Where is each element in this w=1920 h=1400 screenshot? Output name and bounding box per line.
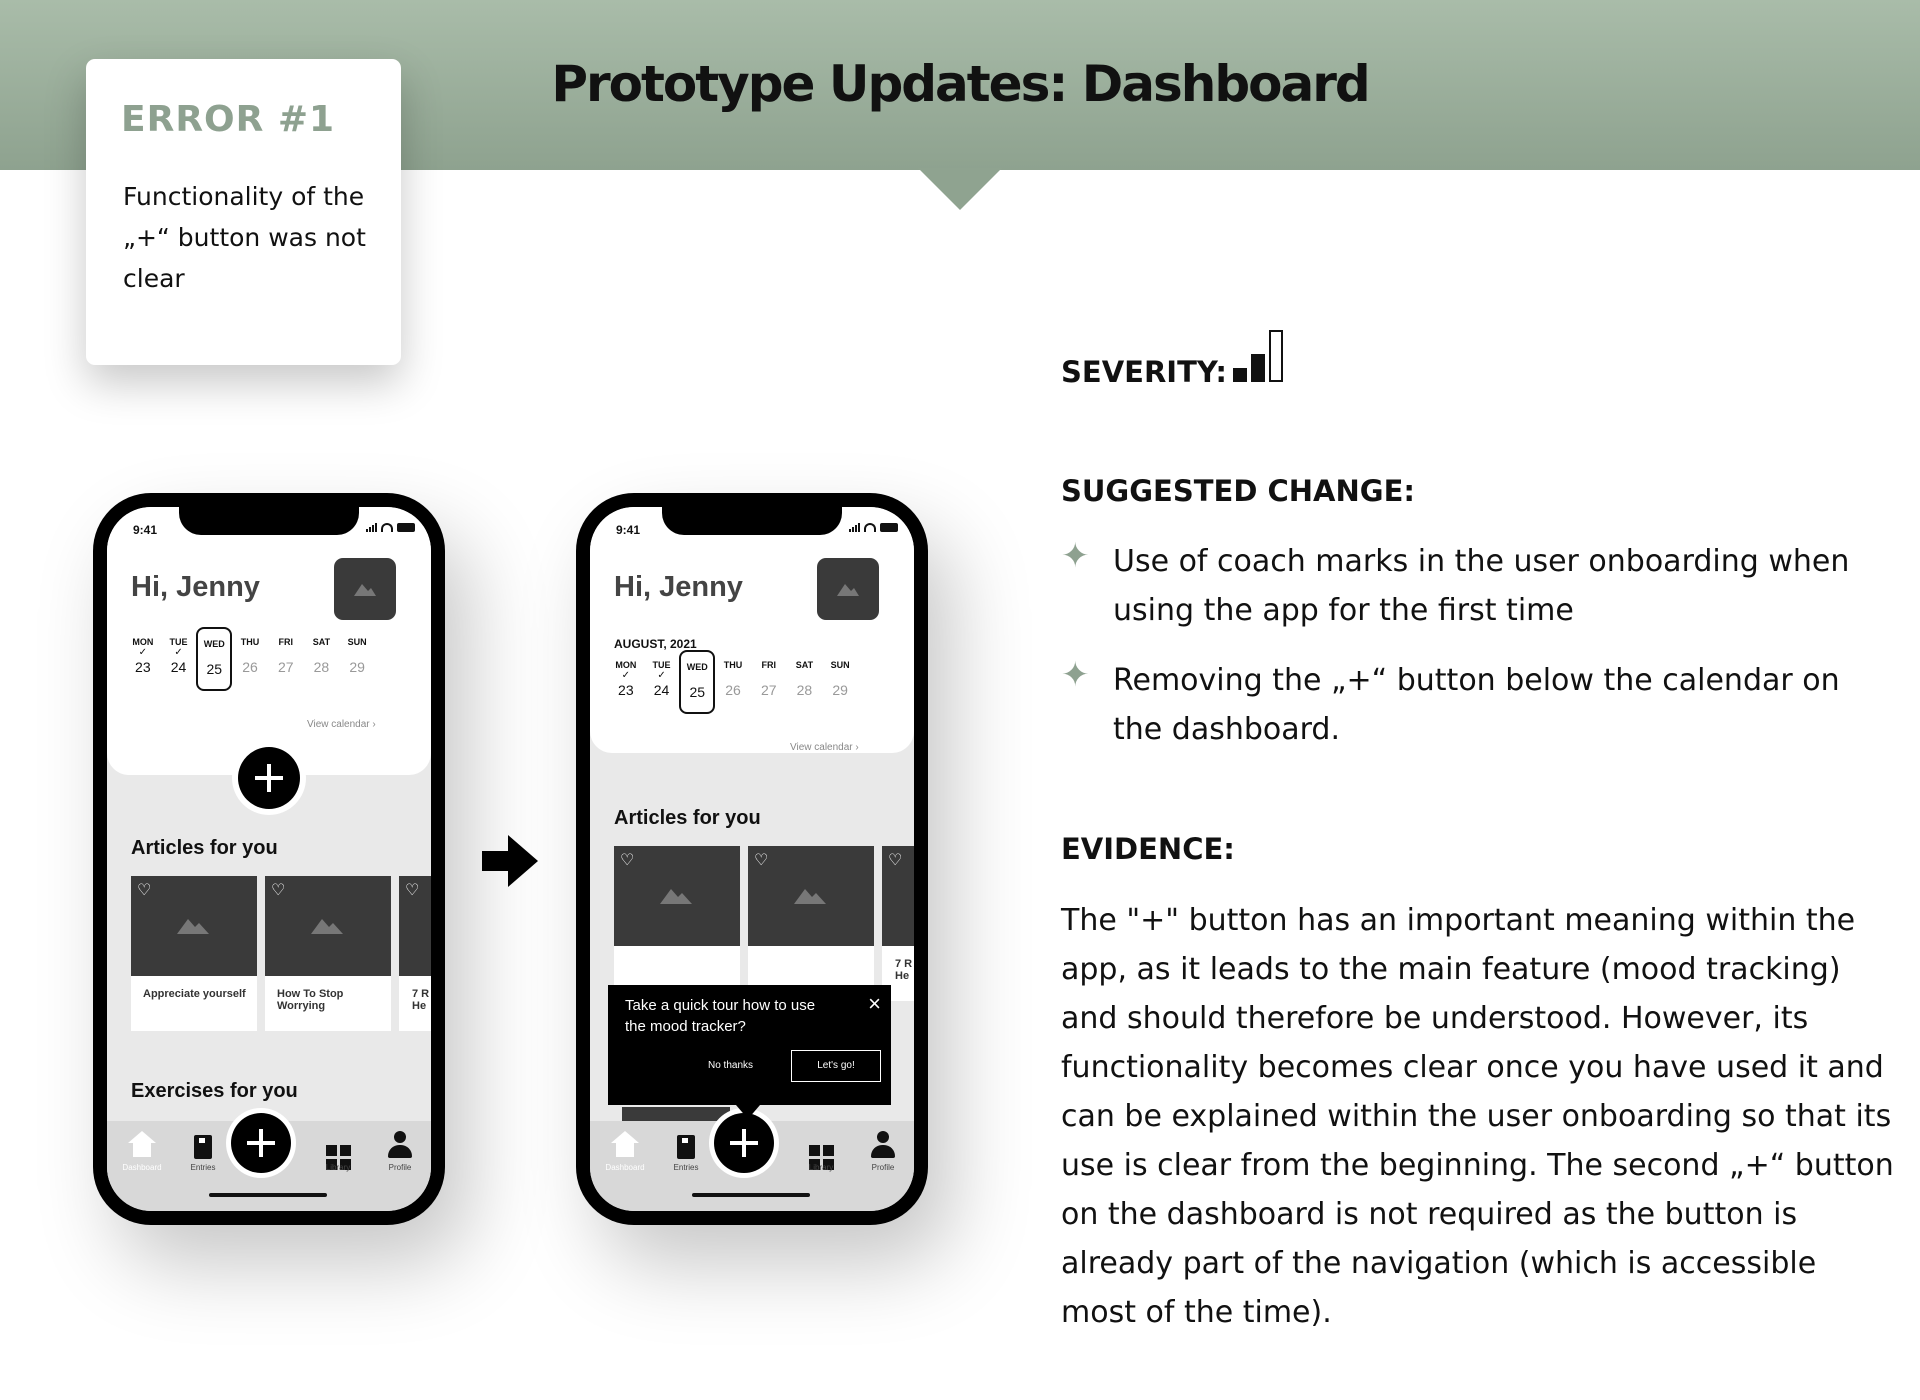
article-card-partial[interactable]	[399, 876, 431, 1031]
articles-section-title: Articles for you	[131, 837, 278, 859]
article-title: How To Stop Worrying	[277, 988, 344, 1012]
image-placeholder-icon	[354, 580, 376, 596]
phone-notch	[662, 507, 842, 535]
article-card[interactable]	[131, 876, 257, 1031]
status-icons	[849, 523, 898, 532]
signal-icon	[849, 523, 860, 532]
article-title: 7 R He	[412, 988, 430, 1012]
calendar-day-selected[interactable]: WED 25	[679, 650, 715, 714]
star-bullet-icon: ✦	[1061, 536, 1090, 576]
error-title: ERROR #1	[121, 99, 336, 140]
severity-bar-empty	[1269, 330, 1283, 382]
battery-icon	[397, 523, 415, 532]
calendar-day[interactable]: SAT 28	[795, 660, 814, 698]
calendar-day[interactable]: SUN 29	[347, 637, 367, 675]
week-calendar	[608, 650, 858, 714]
home-icon	[611, 1131, 639, 1159]
tab-profile[interactable]: Profile	[375, 1131, 425, 1172]
status-time: 9:41	[133, 523, 158, 537]
tab-library[interactable]: Library	[796, 1131, 846, 1172]
tab-bar	[107, 1121, 431, 1211]
home-icon	[128, 1131, 156, 1159]
no-thanks-button[interactable]: No thanks	[708, 1060, 754, 1071]
tab-entries[interactable]: Entries	[661, 1131, 711, 1172]
evidence-text: The "+" button has an important meaning within the app, as it leads to the main feature (mood tracking) and should therefore be understood. However, its functionality becomes clear once you have used it and can be explained within the user onboarding so that its use is clear from the beginning. The second „+“ button on the dashboard is not required as the button is already part of the navigation (which is accessible most of the time).	[1061, 903, 1894, 1330]
tab-entries[interactable]: Entries	[178, 1131, 228, 1172]
article-title: 7 R He	[895, 958, 913, 982]
avatar[interactable]	[817, 558, 879, 620]
tooltip-text: Take a quick tour how to use the mood tracker?	[625, 997, 816, 1035]
coach-mark-tooltip	[608, 985, 891, 1105]
severity-bar	[1251, 354, 1265, 382]
severity-bars-icon	[1233, 330, 1283, 382]
heart-icon[interactable]: ♡	[888, 852, 903, 869]
exercises-section-title: Exercises for you	[131, 1080, 298, 1102]
calendar-day[interactable]: THU 26	[723, 660, 743, 698]
tab-profile[interactable]: Profile	[858, 1131, 908, 1172]
tab-bar	[590, 1121, 914, 1211]
heart-icon[interactable]: ♡	[620, 852, 635, 869]
month-label: AUGUST, 2021	[614, 637, 697, 651]
header-pointer	[918, 168, 1002, 210]
lets-go-button[interactable]: Let's go!	[791, 1050, 881, 1082]
wifi-icon	[381, 523, 393, 532]
check-icon: ✓	[174, 647, 183, 658]
view-calendar-link[interactable]: View calendar ›	[790, 742, 859, 753]
greeting: Hi, Jenny	[131, 571, 260, 603]
image-placeholder-icon	[660, 884, 692, 904]
calendar-day[interactable]: MON ✓ 23	[608, 650, 644, 714]
home-indicator	[692, 1193, 810, 1197]
book-icon	[194, 1135, 212, 1159]
severity-label: SEVERITY:	[1061, 355, 1227, 389]
articles-section-title: Articles for you	[614, 807, 761, 829]
error-card	[86, 59, 401, 365]
phone-after-screen	[590, 507, 914, 1211]
phone-after	[576, 493, 928, 1225]
dashboard-header-card	[590, 507, 914, 753]
wifi-icon	[864, 523, 876, 532]
add-entry-nav-button[interactable]	[231, 1113, 291, 1173]
article-card[interactable]	[748, 846, 874, 1001]
page-title: Prototype Updates: Dashboard	[551, 55, 1369, 113]
check-icon: ✓	[621, 670, 631, 681]
article-card-partial[interactable]	[882, 846, 914, 1001]
check-icon: ✓	[138, 647, 148, 658]
article-title: Appreciate yourself	[143, 988, 246, 1000]
article-card[interactable]	[265, 876, 391, 1031]
phone-before	[93, 493, 445, 1225]
add-entry-nav-button[interactable]	[714, 1113, 774, 1173]
book-icon	[677, 1135, 695, 1159]
calendar-day[interactable]: THU 26	[240, 637, 260, 675]
heart-icon[interactable]: ♡	[405, 882, 420, 899]
severity-bar	[1233, 368, 1247, 382]
article-card[interactable]	[614, 846, 740, 1001]
calendar-day[interactable]: FRI 27	[277, 637, 294, 675]
person-icon	[386, 1131, 414, 1159]
image-placeholder-icon	[837, 580, 859, 596]
calendar-day[interactable]: SUN 29	[830, 660, 850, 698]
person-icon	[869, 1131, 897, 1159]
phone-notch	[179, 507, 359, 535]
tab-dashboard[interactable]: Dashboard	[600, 1131, 650, 1172]
image-placeholder-icon	[311, 914, 343, 934]
calendar-day-selected[interactable]: WED 25	[196, 627, 232, 691]
week-calendar	[125, 627, 375, 691]
image-placeholder-icon	[794, 884, 826, 904]
evidence-title: EVIDENCE:	[1061, 832, 1235, 866]
star-bullet-icon: ✦	[1061, 655, 1090, 695]
calendar-day[interactable]: SAT 28	[312, 637, 331, 675]
battery-icon	[880, 523, 898, 532]
heart-icon[interactable]: ♡	[137, 882, 152, 899]
error-description: Functionality of the „+“ button was not clear	[123, 182, 366, 293]
tab-library[interactable]: Library	[313, 1131, 363, 1172]
greeting: Hi, Jenny	[614, 571, 743, 603]
calendar-day[interactable]: FRI 27	[760, 660, 777, 698]
close-icon[interactable]: ×	[868, 991, 881, 1016]
avatar[interactable]	[334, 558, 396, 620]
phone-before-screen	[107, 507, 431, 1211]
view-calendar-link[interactable]: View calendar ›	[307, 719, 376, 730]
calendar-day[interactable]: TUE ✓ 24	[161, 627, 197, 691]
signal-icon	[366, 523, 377, 532]
suggested-change-title: SUGGESTED CHANGE:	[1061, 474, 1415, 508]
home-indicator	[209, 1193, 327, 1197]
status-icons	[366, 523, 415, 532]
add-entry-button[interactable]	[238, 747, 300, 809]
heart-icon[interactable]: ♡	[754, 852, 769, 869]
image-placeholder-icon	[177, 914, 209, 934]
status-time: 9:41	[616, 523, 641, 537]
calendar-day[interactable]: MON ✓ 23	[125, 627, 161, 691]
tab-dashboard[interactable]: Dashboard	[117, 1131, 167, 1172]
heart-icon[interactable]: ♡	[271, 882, 286, 899]
calendar-day[interactable]: TUE ✓ 24	[652, 660, 671, 698]
arrow-right-icon	[482, 835, 538, 887]
